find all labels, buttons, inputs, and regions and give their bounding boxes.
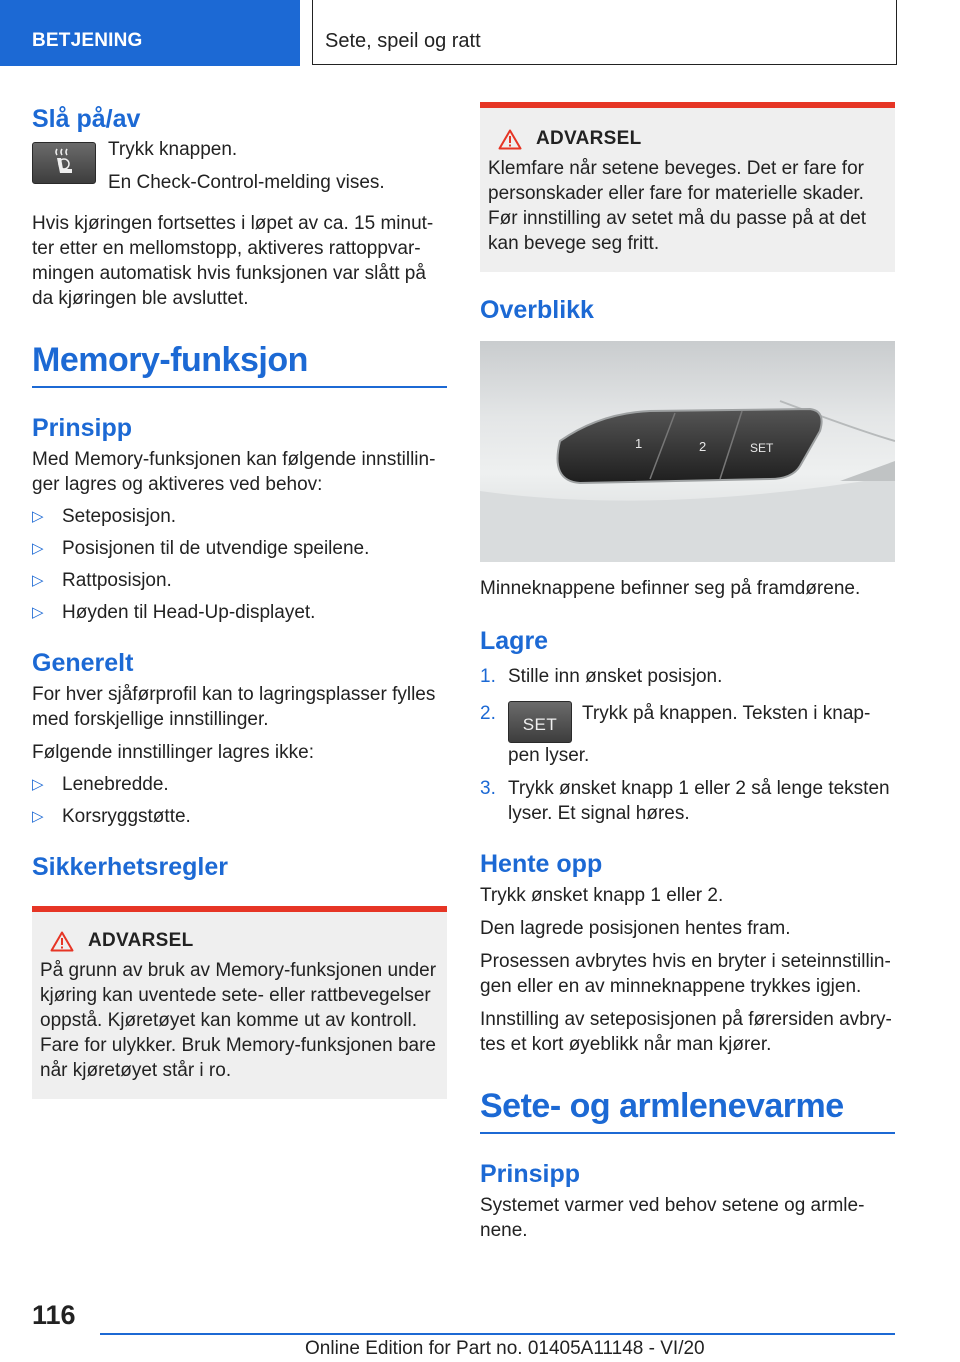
list-item: ▷ Korsryggstøtte.: [32, 806, 191, 827]
prinsipp-text: Med Memory-funksjonen kan følgende innstillin-ger lagres og aktiveres ved behov:: [32, 449, 436, 495]
hente-p2: Den lagrede posisjonen hentes fram.: [480, 918, 791, 939]
seat-heating-title: Sete- og armlenevarme: [480, 1087, 844, 1125]
warning-box: [32, 906, 447, 1099]
triangle-bullet-icon: ▷: [32, 604, 44, 621]
onoff-heading: Slå på/av: [32, 105, 141, 133]
memory-buttons-photo: [480, 341, 895, 562]
lagre-steps: [480, 664, 895, 826]
triangle-bullet-icon: ▷: [32, 808, 44, 825]
seat-heating-button-icon: [32, 142, 96, 184]
memory-button-2: 2: [699, 439, 707, 454]
edition-note: Online Edition for Part no. 01405A11148 - VI/20: [305, 1338, 705, 1359]
set-button-icon: SET: [508, 701, 572, 743]
triangle-bullet-icon: ▷: [32, 540, 44, 557]
triangle-bullet-icon: ▷: [32, 508, 44, 525]
memory-settings-list: [32, 504, 447, 625]
list-item: ▷ Rattposisjon.: [32, 570, 172, 591]
section-label: BETJENING: [32, 30, 143, 51]
warning-label: ADVARSEL: [536, 128, 642, 149]
list-item: ▷ Høyden til Head-Up-displayet.: [32, 602, 316, 623]
generelt-text2: Følgende innstillinger lagres ikke:: [32, 742, 314, 763]
warning-label: ADVARSEL: [88, 930, 194, 951]
door-panel-illustration: [480, 341, 895, 562]
warning-text: På grunn av bruk av Memory-funksjonen under kjøring kan uventede sete- eller rattbevegelser oppstå. Kjøretøyet kan komme ut av kontroll. Fare for ulykker. Bruk Memory-funksjonen bare når kjøretøyet står i ro.: [40, 960, 437, 1081]
prinsipp-heading: Prinsipp: [32, 414, 133, 442]
section-tab: [0, 0, 300, 66]
overview-heading: Overblikk: [480, 296, 594, 324]
title-rule: [32, 386, 447, 388]
seat-prinsipp-heading: Prinsipp: [480, 1160, 581, 1188]
step-item: 1. Stille inn ønsket posisjon.: [480, 666, 723, 687]
safety-heading: Sikkerhetsregler: [32, 853, 228, 881]
page-number: 116: [32, 1300, 76, 1330]
chapter-box: [312, 0, 897, 65]
right-column: [480, 100, 895, 1243]
seat-prinsipp-text: Systemet varmer ved behov setene og armle-nene.: [480, 1195, 865, 1241]
hente-heading: Hente opp: [480, 850, 603, 878]
chapter-label: Sete, speil og ratt: [325, 30, 481, 52]
footer-rule: [100, 1333, 895, 1335]
set-button: SET: [750, 441, 774, 455]
left-column: [32, 100, 447, 1099]
hente-p3: Prosessen avbrytes hvis en bryter i seteinnstillin-gen eller en av minneknappene trykkes igjen.: [480, 951, 891, 997]
list-item: ▷ Lenebredde.: [32, 774, 169, 795]
onoff-line2: En Check-Control-melding vises.: [108, 172, 385, 193]
warning-triangle-icon: [50, 931, 74, 952]
triangle-bullet-icon: ▷: [32, 776, 44, 793]
warning-box: [480, 102, 895, 272]
triangle-bullet-icon: ▷: [32, 572, 44, 589]
hente-p1: Trykk ønsket knapp 1 eller 2.: [480, 885, 724, 906]
title-rule: [480, 1132, 895, 1134]
memory-button-1: 1: [635, 436, 643, 451]
step-item: 3. Trykk ønsket knapp 1 eller 2 så lenge teksten lyser. Et signal høres.: [480, 778, 890, 824]
page-header: [0, 0, 960, 66]
onoff-line1: Trykk knappen.: [108, 139, 238, 160]
list-item: ▷ Seteposisjon.: [32, 506, 177, 527]
not-saved-list: [32, 772, 447, 829]
generelt-text1: For hver sjåførprofil kan to lagringsplasser fylles med forskjellige innstillinger.: [32, 684, 436, 730]
onoff-body: Hvis kjøringen fortsettes i løpet av ca. 15 minut-ter etter en mellomstopp, aktiveres rattoppvar-mingen automatisk hvis funksjonen var slått på da kjøringen ble avsluttet.: [32, 213, 434, 309]
warning-text: Klemfare når setene beveges. Det er fare for personskader eller fare for materielle skader. Før innstilling av setet må du passe på at det kan bevege seg fritt.: [488, 158, 867, 254]
hente-p4: Innstilling av seteposisjonen på førersiden avbry-tes et kort øyeblikk når man kjører.: [480, 1009, 892, 1055]
heated-seat-icon: [52, 147, 76, 177]
photo-caption: Minneknappene befinner seg på framdørene.: [480, 578, 861, 599]
lagre-heading: Lagre: [480, 627, 549, 655]
warning-triangle-icon: [498, 129, 522, 150]
generelt-heading: Generelt: [32, 649, 134, 677]
onoff-instruction: [32, 139, 447, 195]
memory-title: Memory-funksjon: [32, 341, 308, 379]
list-item: ▷ Posisjonen til de utvendige speilene.: [32, 538, 370, 559]
step-item: 2. SET Trykk på knappen. Teksten i knap-pen lyser.: [480, 703, 871, 766]
